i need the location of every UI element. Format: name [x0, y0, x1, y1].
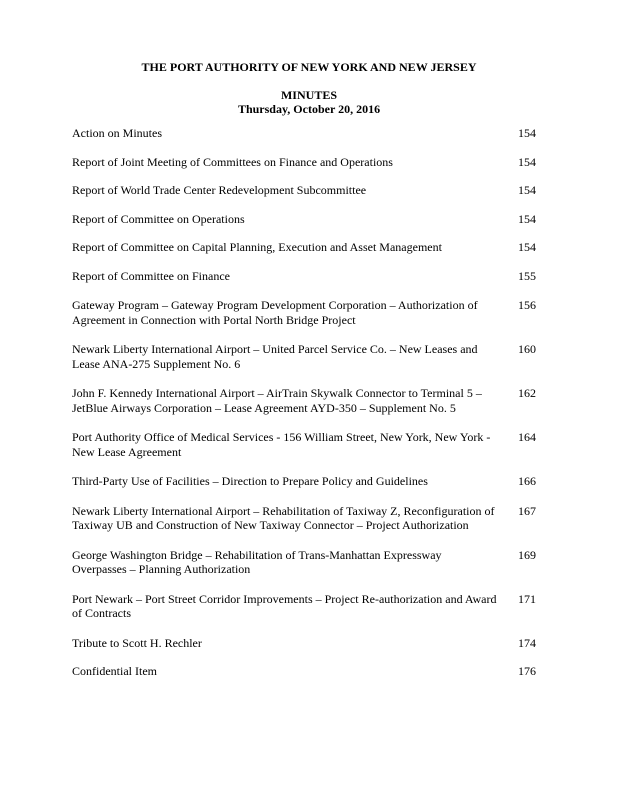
toc-entry [72, 342, 536, 371]
toc-entry [72, 504, 536, 533]
toc-entry-page: 176 [518, 664, 536, 678]
toc-entry-page: 166 [518, 474, 536, 488]
toc-entry-page: 167 [518, 503, 536, 518]
toc-entry-page: 169 [518, 547, 536, 562]
toc-entry-page: 156 [518, 298, 536, 312]
toc-entry-page: 154 [518, 126, 536, 140]
toc-entry-page: 154 [518, 183, 536, 197]
toc-entry-page: 162 [518, 386, 536, 400]
toc-entry-title: Port Authority Office of Medical Services - 156 William Street, New York, New York - New Lease Agreement [72, 430, 491, 459]
toc-entry-title: Report of World Trade Center Redevelopment Subcommittee [72, 183, 367, 197]
toc-entry [72, 155, 536, 170]
document-title: MINUTES [280, 88, 337, 102]
toc-entry-title: George Washington Bridge – Rehabilitation of Trans-Manhattan Expressway Overpasses – Planning Authorization [72, 547, 442, 576]
toc-entry-page: 171 [518, 591, 536, 606]
toc-entry [72, 269, 536, 284]
toc-entry-title: John F. Kennedy International Airport – AirTrain Skywalk Connector to Terminal 5 – JetBlue Airways Corporation – Lease Agreement AYD-350 – Supplement No. 5 [72, 386, 482, 415]
meeting-date: Thursday, October 20, 2016 [237, 102, 381, 116]
toc-entry [72, 386, 536, 415]
toc-entry [72, 592, 536, 621]
toc-entry-title: Tribute to Scott H. Rechler [72, 635, 202, 650]
toc-entry [72, 298, 536, 327]
toc-entry-page: 160 [518, 342, 536, 356]
toc-entry [72, 183, 536, 198]
toc-entry [72, 126, 536, 141]
toc-entry-title: Newark Liberty International Airport – Rehabilitation of Taxiway Z, Reconfiguration of Taxiway UB and Construction of New Taxiway Connector – Project Authorization [72, 503, 495, 532]
toc-entry-page: 174 [518, 635, 536, 650]
toc-entry [72, 212, 536, 227]
toc-entry-title: Port Newark – Port Street Corridor Improvements – Project Re-authorization and Award of Contracts [72, 591, 497, 620]
toc-entry [72, 548, 536, 577]
toc-entry [72, 474, 536, 489]
organization-heading: THE PORT AUTHORITY OF NEW YORK AND NEW JERSEY [141, 60, 477, 74]
toc-entry [72, 240, 536, 255]
toc-entry-title: Report of Committee on Operations [72, 211, 245, 226]
toc-entry-title: Newark Liberty International Airport – United Parcel Service Co. – New Leases and Lease ANA-275 Supplement No. 6 [72, 342, 478, 371]
toc-entry [72, 430, 536, 459]
toc-entry-page: 154 [518, 240, 536, 254]
toc-entry-page: 155 [518, 268, 536, 283]
toc-entry [72, 664, 536, 679]
toc-entry-title: Report of Committee on Finance [72, 268, 230, 283]
toc-entry-page: 164 [518, 430, 536, 444]
toc-entry-title: Gateway Program – Gateway Program Development Corporation – Authorization of Agreement in Connection with Portal North Bridge Project [72, 298, 478, 327]
toc-entry-title: Third-Party Use of Facilities – Direction to Prepare Policy and Guidelines [72, 474, 428, 488]
toc-entry-page: 154 [518, 211, 536, 226]
toc-entry-title: Report of Joint Meeting of Committees on Finance and Operations [72, 154, 393, 169]
table-of-contents [72, 126, 536, 679]
toc-entry-title: Confidential Item [72, 664, 157, 678]
toc-entry-title: Action on Minutes [72, 126, 162, 140]
toc-entry-title: Report of Committee on Capital Planning, Execution and Asset Management [72, 240, 442, 254]
toc-entry [72, 636, 536, 651]
toc-entry-page: 154 [518, 154, 536, 169]
